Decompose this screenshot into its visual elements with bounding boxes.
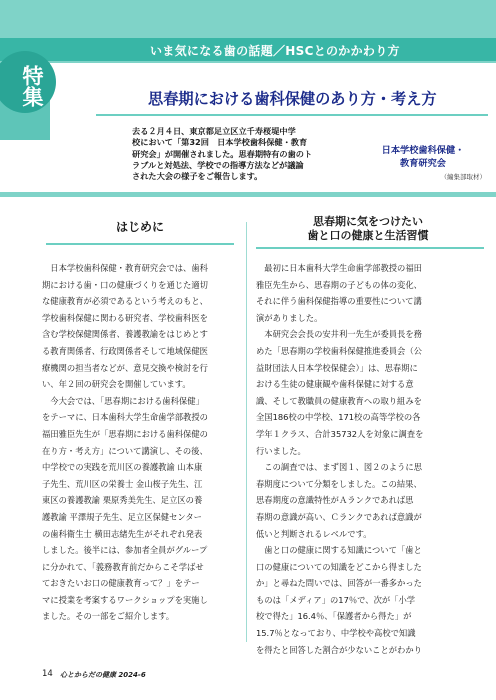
body-line: 最初に日本歯科大学生命歯学部教授の福田 xyxy=(256,263,422,273)
body-line: 療機関の担当者などが、意見交換や検討を行 xyxy=(42,362,208,373)
body-line: 演がありました。 xyxy=(256,312,323,323)
lead-line: 去る２月４日、東京都足立区立千寿桜堤中学 xyxy=(132,126,296,136)
body-line: ておきたいお口の健康教育って？」をテー xyxy=(42,578,200,589)
body-line: 春期度について分類をしました。この結果、 xyxy=(256,478,422,489)
heading-line: 思春期に気をつけたい xyxy=(313,215,423,228)
body-line: ものは「メディア」の17％で、次が「小学 xyxy=(256,594,416,605)
body-line: それに伴う歯科保健指導の重要性について講 xyxy=(256,296,422,307)
article-lead xyxy=(132,126,350,182)
body-line: 校で得た」16.4％、「保護者から得た」が xyxy=(256,611,412,622)
body-line: 東区の養護教諭 栗原秀美先生、足立区の養 xyxy=(42,495,203,506)
lead-line: された大会の様子をご報告します。 xyxy=(132,171,263,182)
body-line: 益財団法人日本学校保健会）」は、思春期に xyxy=(256,362,418,373)
body-line: 中学校での実践を荒川区の養護教諭 山本康 xyxy=(42,462,203,473)
body-line: この調査では、まず図１、図２のように思 xyxy=(256,462,422,473)
body-line: おける生徒の健康観や歯科保健に対する意 xyxy=(256,379,414,390)
feature-label: 特集 xyxy=(20,65,45,107)
body-line: 期における歯・口の健康づくりを通じた適切 xyxy=(42,279,208,290)
heading-line: 歯と口の健康と生活習慣 xyxy=(307,229,429,242)
editorial-note: （編集部取材） xyxy=(440,173,486,181)
body-line: 低いと判断されるレベルです。 xyxy=(256,528,372,539)
body-line: 15.7％となっており、中学校や高校で知識 xyxy=(256,628,416,639)
organization-name xyxy=(362,144,484,170)
body-line: をテーマに、日本歯科大学生命歯学部教授の xyxy=(42,412,208,423)
body-line: しました。後半には、参加者全員がグループ xyxy=(42,545,208,556)
body-line: 学年１クラス、合計35732人を対象に調査を xyxy=(256,428,424,439)
body-line: か」と尋ねた問いでは、回答が一番多かった xyxy=(256,578,422,589)
body-line: 護教諭 平澤規子先生、足立区保健センター xyxy=(42,511,202,522)
body-line: い、年２回の研究会を開催しています。 xyxy=(42,379,191,390)
organization-line: 教育研究会 xyxy=(400,158,446,169)
body-line: めた「思春期の学校歯科保健推進委員会（公 xyxy=(256,345,422,356)
column-divider xyxy=(246,222,247,642)
section-rule xyxy=(256,247,484,249)
body-line: 日本学校歯科保健・教育研究会では、歯科 xyxy=(42,263,208,273)
body-column-left xyxy=(42,260,238,625)
body-line: に分かれて、「義務教育前だからこそ学ばせ xyxy=(42,561,204,572)
title-rule xyxy=(96,114,488,116)
body-column-right xyxy=(256,260,484,658)
body-line: 行いました。 xyxy=(256,445,306,456)
journal-name: 心とからだの健康 2024-6 xyxy=(60,671,146,679)
body-line: 雅臣先生から、思春期の子どもの体の変化、 xyxy=(256,279,422,290)
body-line: 思春期度の意識特性がＡランクであれば思 xyxy=(256,495,414,506)
section-rule xyxy=(46,243,234,245)
section-heading-intro: はじめに xyxy=(115,220,164,234)
topic-heading: いま気になる歯の話題／HSCとのかかわり方 xyxy=(150,44,400,58)
article-title: 思春期における歯科保健のあり方・考え方 xyxy=(148,90,437,108)
body-line: 福田雅臣先生が「思春期における歯科保健の xyxy=(42,428,208,439)
organization-line: 日本学校歯科保健・ xyxy=(381,145,465,156)
lead-line: 校において「第32回 日本学校歯科保健・教育 xyxy=(132,137,308,148)
lead-line: ラブルと対処法、学校での指導方法などが議論 xyxy=(132,159,304,170)
separator-band xyxy=(0,192,496,197)
body-line: ました。その一部をご紹介します。 xyxy=(42,611,175,622)
body-line: な健康教育が必須であるという考えのもと、 xyxy=(42,296,208,307)
body-line: 含む学校保健関係者、養護教諭をはじめとす xyxy=(42,329,208,340)
body-line: る教育関係者、行政関係者そして地域保健医 xyxy=(42,345,208,356)
section-heading-adolescence xyxy=(252,215,484,243)
page-number: 14 xyxy=(42,669,53,679)
body-line: 口の健康についての知識をどこから得ました xyxy=(256,561,422,572)
body-line: 子先生、荒川区の栄養士 金山桜子先生、江 xyxy=(42,478,203,489)
body-line: 歯と口の健康に関する知識について「歯と xyxy=(256,545,422,556)
body-line: 春期の意識が高い、Ｃランクであれば意識が xyxy=(256,511,422,522)
body-line: の歯科衛生士 横田志緒先生がそれぞれ発表 xyxy=(42,528,203,539)
body-line: 在り方・考え方」について講演し、その後、 xyxy=(42,445,208,456)
body-line: 学校歯科保健に関わる研究者、学校歯科医を xyxy=(42,312,208,323)
body-line: 本研究会会長の安井利一先生が委員長を務 xyxy=(256,329,422,340)
body-line: マに授業を考案するワークショップを実施し xyxy=(42,594,208,605)
body-line: を得たと回答した割合が少ないことがわかり xyxy=(256,644,422,655)
lead-line: 研究会」が開催されました。思春期特有の歯のト xyxy=(132,148,313,159)
body-line: 全国186校の中学校、171校の高等学校の各 xyxy=(256,412,421,423)
body-line: 今大会では、「思春期における歯科保健」 xyxy=(42,395,204,406)
body-line: 識、そして教職員の健康教育への取り組みを xyxy=(256,395,422,406)
